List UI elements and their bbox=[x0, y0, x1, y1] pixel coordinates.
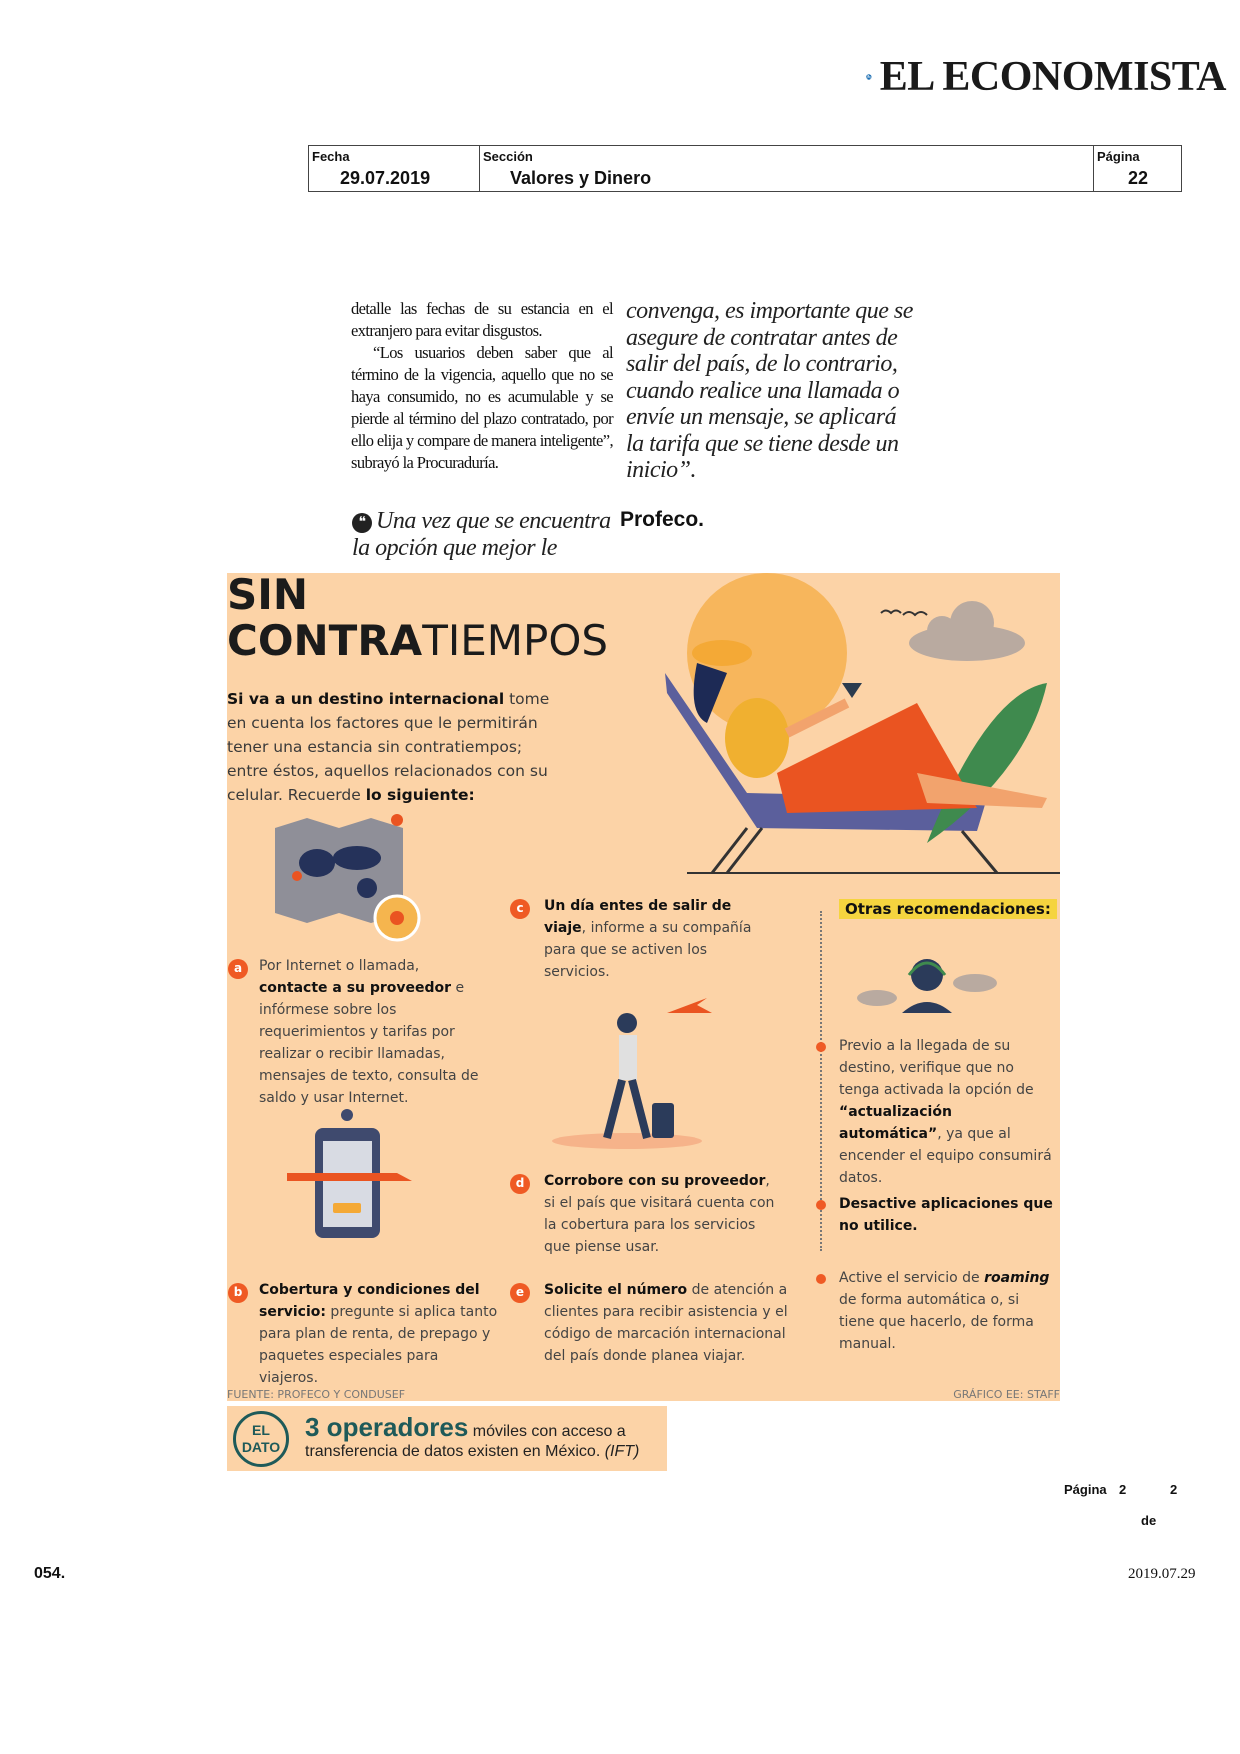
infographic-intro bbox=[227, 687, 567, 807]
article-column bbox=[351, 298, 613, 474]
pagina-cell bbox=[1094, 146, 1181, 191]
intro-text: tome en cuenta los factores que le permitirán tener una estancia sin contratiempos; entre éstos, aquellos relacionados con su celular. Recuerde bbox=[227, 690, 550, 804]
item-d bbox=[544, 1170, 782, 1258]
badge-d: d bbox=[510, 1174, 530, 1194]
dato-line2-text: transferencia de datos existen en México. bbox=[305, 1443, 605, 1460]
footer-date: 2019.07.29 bbox=[1128, 1566, 1196, 1582]
title-rest-part: TIEMPOS bbox=[422, 616, 609, 665]
otras1-bold: “actualización automática” bbox=[839, 1104, 952, 1142]
cloud-icon bbox=[909, 601, 1025, 661]
bird-icon bbox=[903, 612, 927, 615]
infographic-credit: GRÁFICO EE: STAFF bbox=[953, 1388, 1060, 1401]
document-code: 054. bbox=[34, 1565, 66, 1582]
infographic-source: FUENTE: PROFECO Y CONDUSEF bbox=[227, 1388, 406, 1401]
bullet-dot bbox=[816, 1200, 826, 1210]
otras-item-3 bbox=[839, 1267, 1054, 1355]
pagina-label: Página bbox=[1097, 149, 1140, 164]
otras1-post: , ya que al encender el equipo consumirá datos. bbox=[839, 1126, 1052, 1186]
pagina-value: 22 bbox=[1128, 168, 1149, 188]
badge-e: e bbox=[510, 1283, 530, 1303]
item-e bbox=[544, 1279, 789, 1367]
item-c-post: , informe a su compañía para que se activen los servicios. bbox=[544, 920, 752, 980]
item-e-bold: Solicite el número bbox=[544, 1282, 688, 1298]
phone-airplane-icon bbox=[287, 1109, 412, 1238]
pull-quote-continued: convenga, es importante que se asegure de contratar antes de salir del país, de lo contrario, cuando realice una llamada o envíe un mensaje, se aplicará la tarifa que se tiene desde un inicio”. bbox=[626, 298, 913, 483]
el-dato-badge bbox=[233, 1411, 289, 1467]
pull-quote-start bbox=[352, 508, 622, 561]
article-paragraph-2: “Los usuarios deben saber que al término de la vigencia, aquello que no se haya consumido, no es acumulable y se pierde al término del plazo contratado, por ello elija y compare de manera inteligente”, subrayó la Procuraduría. bbox=[351, 343, 613, 472]
page-label: Página bbox=[1064, 1482, 1107, 1497]
dato-line2 bbox=[305, 1443, 639, 1461]
item-a-bold: contacte a su proveedor bbox=[259, 980, 452, 996]
otras3-post: de forma automática o, si tiene que hacerlo, de forma manual. bbox=[839, 1292, 1034, 1352]
support-agent-icon bbox=[857, 959, 997, 1013]
traveler-icon bbox=[552, 998, 712, 1149]
fecha-label: Fecha bbox=[312, 149, 350, 164]
item-e-post: de atención a clientes para recibir asistencia y el código de marcación internacional del país donde planea viajar. bbox=[544, 1282, 788, 1364]
badge-a: a bbox=[228, 959, 248, 979]
seccion-cell bbox=[480, 146, 1094, 191]
badge-c: c bbox=[510, 899, 530, 919]
otras3-em: roaming bbox=[984, 1270, 1050, 1286]
quote-attribution: Profeco. bbox=[620, 508, 705, 531]
dato-source: (IFT) bbox=[604, 1443, 640, 1460]
article-paragraph-1: detalle las fechas de su estancia en el extranjero para evitar disgustos. bbox=[351, 299, 613, 340]
item-b-bold: Cobertura y condiciones del servicio: bbox=[259, 1282, 480, 1320]
page-de: de bbox=[1141, 1513, 1157, 1528]
title-bold-part: CONTRA bbox=[227, 616, 423, 665]
intro-bold: Si va a un destino internacional bbox=[227, 690, 505, 708]
globe-logo-icon bbox=[866, 59, 872, 95]
item-d-bold: Corrobore con su proveedor bbox=[544, 1173, 766, 1189]
infographic-title-line1: SIN bbox=[227, 573, 309, 619]
item-a-pre: Por Internet o llamada, bbox=[259, 958, 420, 974]
header-table bbox=[308, 145, 1182, 192]
otras-item-1 bbox=[839, 1035, 1054, 1189]
otras-item-2 bbox=[839, 1193, 1054, 1237]
otras3-pre: Active el servicio de bbox=[839, 1270, 985, 1286]
infographic bbox=[227, 573, 1060, 1401]
dato-badge-line1: EL bbox=[252, 1422, 270, 1438]
item-c-bold: Un día entes de salir de viaje bbox=[544, 898, 732, 936]
dato-line1-text: móviles con acceso a bbox=[468, 1423, 626, 1440]
infographic-title-line2 bbox=[227, 616, 609, 665]
otras1-pre: Previo a la llegada de su destino, verifique que no tenga activada la opción de bbox=[839, 1038, 1034, 1098]
otras-recomendaciones-title: Otras recomendaciones: bbox=[839, 899, 1057, 919]
bullet-dot bbox=[816, 1274, 826, 1284]
item-b-post: pregunte si aplica tanto para plan de renta, de prepago y paquetes especiales para viajeros. bbox=[259, 1304, 498, 1386]
fecha-value: 29.07.2019 bbox=[340, 168, 431, 188]
fecha-cell bbox=[309, 146, 480, 191]
item-a-post: e infórmese sobre los requerimientos y tarifas por realizar o recibir llamadas, mensajes de texto, consulta de saldo y usar Internet. bbox=[259, 980, 479, 1106]
dato-line1 bbox=[305, 1412, 626, 1443]
otras2-bold: Desactive aplicaciones que no utilice. bbox=[839, 1196, 1053, 1234]
item-b bbox=[259, 1279, 499, 1389]
item-a bbox=[259, 955, 484, 1109]
dato-highlight: 3 operadores bbox=[305, 1412, 469, 1442]
item-c bbox=[544, 895, 774, 983]
bird-icon bbox=[881, 611, 901, 614]
seccion-value: Valores y Dinero bbox=[510, 168, 652, 188]
pull-quote-text: Una vez que se encuentra la opción que mejor le bbox=[352, 508, 611, 561]
seccion-label: Sección bbox=[483, 149, 533, 164]
page-current: 2 bbox=[1119, 1482, 1127, 1497]
masthead-title: EL ECONOMISTA bbox=[879, 54, 1226, 100]
el-dato-box bbox=[227, 1406, 667, 1471]
page-total: 2 bbox=[1170, 1482, 1178, 1497]
badge-b: b bbox=[228, 1283, 248, 1303]
masthead-logo bbox=[866, 54, 1226, 100]
quote-icon: ❝ bbox=[352, 513, 372, 533]
dato-badge-line2: DATO bbox=[241, 1439, 281, 1455]
intro-end: lo siguiente: bbox=[365, 786, 475, 804]
item-d-post: , si el país que visitará cuenta con la cobertura para los servicios que piense usar. bbox=[544, 1173, 775, 1255]
bullet-dot bbox=[816, 1042, 826, 1052]
world-map-icon bbox=[275, 814, 419, 940]
